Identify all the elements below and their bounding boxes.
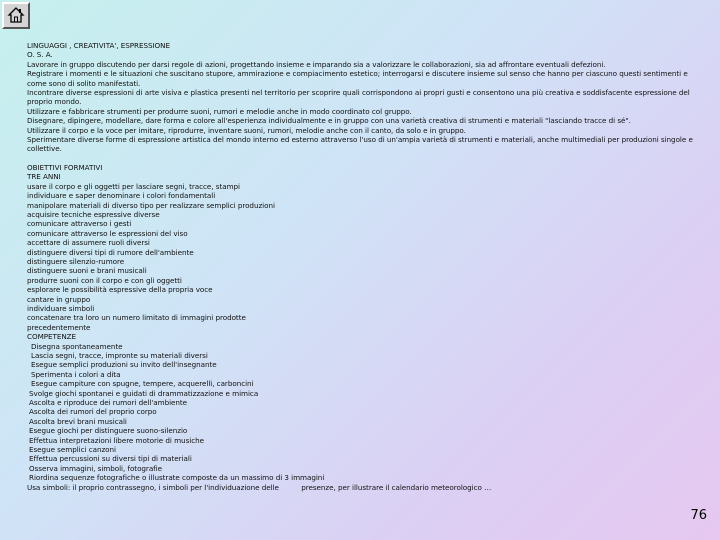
- osa-paragraph: Incontrare diverse espressioni di arte visiva e plastica presenti nel territorio per scoprire quali corrispondono ai propri gusti e consentono una più creativa e soddisfacente espressione del proprio mondo.: [27, 88, 690, 107]
- objective-item: accettare di assumere ruoli diversi: [27, 238, 150, 248]
- competences-title: COMPETENZE: [27, 332, 77, 342]
- home-icon: [7, 6, 25, 24]
- objective-item: precedentemente: [27, 322, 91, 332]
- osa-paragraph: Utilizzare e fabbricare strumenti per produrre suoni, rumori e melodie anche in modo coordinato col gruppo.: [27, 106, 412, 116]
- objective-item: distinguere silenzio-rumore: [27, 256, 125, 266]
- osa-paragraph: Registrare i momenti e le situazioni che suscitano stupore, ammirazione e compiacimento estetico; interrogarsi e discutere insieme sul senso che hanno per ciascuno questi sentimenti e come sono di solito manifestati.: [27, 69, 688, 88]
- osa-paragraph: Utilizzare il corpo e la voce per imitare, riprodurre, inventare suoni, rumori, melodie anche con il canto, da solo e in gruppo.: [27, 125, 466, 135]
- competence-item: Osserva immagini, simboli, fotografie: [29, 463, 162, 473]
- competence-item: Lascia segni, tracce, impronte su materiali diversi: [31, 351, 208, 360]
- objective-item: cantare in gruppo: [27, 294, 91, 304]
- competence-item: Riordina sequenze fotografiche o illustrate composte da un massimo di 3 immagini: [29, 473, 325, 483]
- objective-item: usare il corpo e gli oggetti per lasciare segni, tracce, stampi: [27, 181, 240, 191]
- objective-item: individuare e saper denominare i colori fondamentali: [27, 191, 216, 201]
- competence-item: Usa simboli: il proprio contrassegno, i simboli per l'individuazione delle presenze, per illustrare il calendario meteorologico …: [27, 482, 492, 492]
- competence-item: Esegue campiture con spugne, tempere, acquerelli, carboncini: [31, 379, 254, 389]
- objective-item: individuare simboli: [27, 303, 95, 313]
- objective-item: concatenare tra loro un numero limitato di immagini prodotte: [27, 313, 246, 323]
- competence-item: Disegna spontaneamente: [31, 341, 123, 351]
- competence-item: Effettua interpretazioni libere motorie di musiche: [29, 435, 204, 445]
- competence-item: Esegue giochi per distinguere suono-silenzio: [29, 426, 188, 436]
- competence-item: Svolge giochi spontanei e guidati di drammatizzazione e mimica: [29, 388, 259, 398]
- objective-item: manipolare materiali di diverso tipo per realizzare semplici produzioni: [27, 200, 275, 210]
- objectives-title: OBIETTIVI FORMATIVI: [27, 162, 103, 172]
- competence-item: Ascolta brevi brani musicali: [29, 416, 127, 426]
- osa-label: O. S. A.: [27, 50, 53, 60]
- objective-item: comunicare attraverso le espressioni del viso: [27, 228, 188, 238]
- document-body: [27, 41, 707, 492]
- competence-item: Ascolta e riproduce dei rumori dell'ambiente: [29, 398, 188, 408]
- objectives-subtitle: TRE ANNI: [27, 172, 61, 182]
- objective-item: distinguere diversi tipi di rumore dell'ambiente: [27, 247, 194, 257]
- section-title: LINGUAGGI , CREATIVITA', ESPRESSIONE: [27, 41, 170, 50]
- competence-item: Sperimenta i colori a dita: [31, 369, 121, 379]
- osa-paragraph: Disegnare, dipingere, modellare, dare forma e colore all'esperienza individualmente e in gruppo con una varietà creativa di strumenti e materiali "lasciando tracce di sé".: [27, 116, 631, 126]
- competence-item: Esegue semplici produzioni su invito dell'insegnante: [31, 360, 217, 370]
- objective-item: comunicare attraverso i gesti: [27, 219, 132, 229]
- competence-item: Esegue semplici canzoni: [29, 445, 116, 455]
- competence-item: Effettua percussioni su diversi tipi di materiali: [29, 454, 192, 464]
- objective-item: produrre suoni con il corpo e con gli oggetti: [27, 275, 182, 285]
- osa-paragraph: Sperimentare diverse forme di espressione artistica del mondo interno ed esterno attraverso l'uso di un'ampia varietà di strumenti e materiali, anche multimediali per produzioni singole e collettive.: [27, 135, 693, 154]
- page-number: 76: [690, 508, 707, 523]
- objective-item: distinguere suoni e brani musicali: [27, 266, 147, 276]
- osa-paragraph: Lavorare in gruppo discutendo per darsi regole di azioni, progettando insieme e imparando sia a valorizzare le collaborazioni, sia ad affrontare eventuali defezioni.: [27, 59, 606, 69]
- home-button[interactable]: [2, 2, 30, 29]
- objective-item: acquisire tecniche espressive diverse: [27, 209, 160, 219]
- objective-item: esplorare le possibilità espressive della propria voce: [27, 285, 213, 295]
- competence-item: Ascolta dei rumori del proprio corpo: [29, 407, 157, 417]
